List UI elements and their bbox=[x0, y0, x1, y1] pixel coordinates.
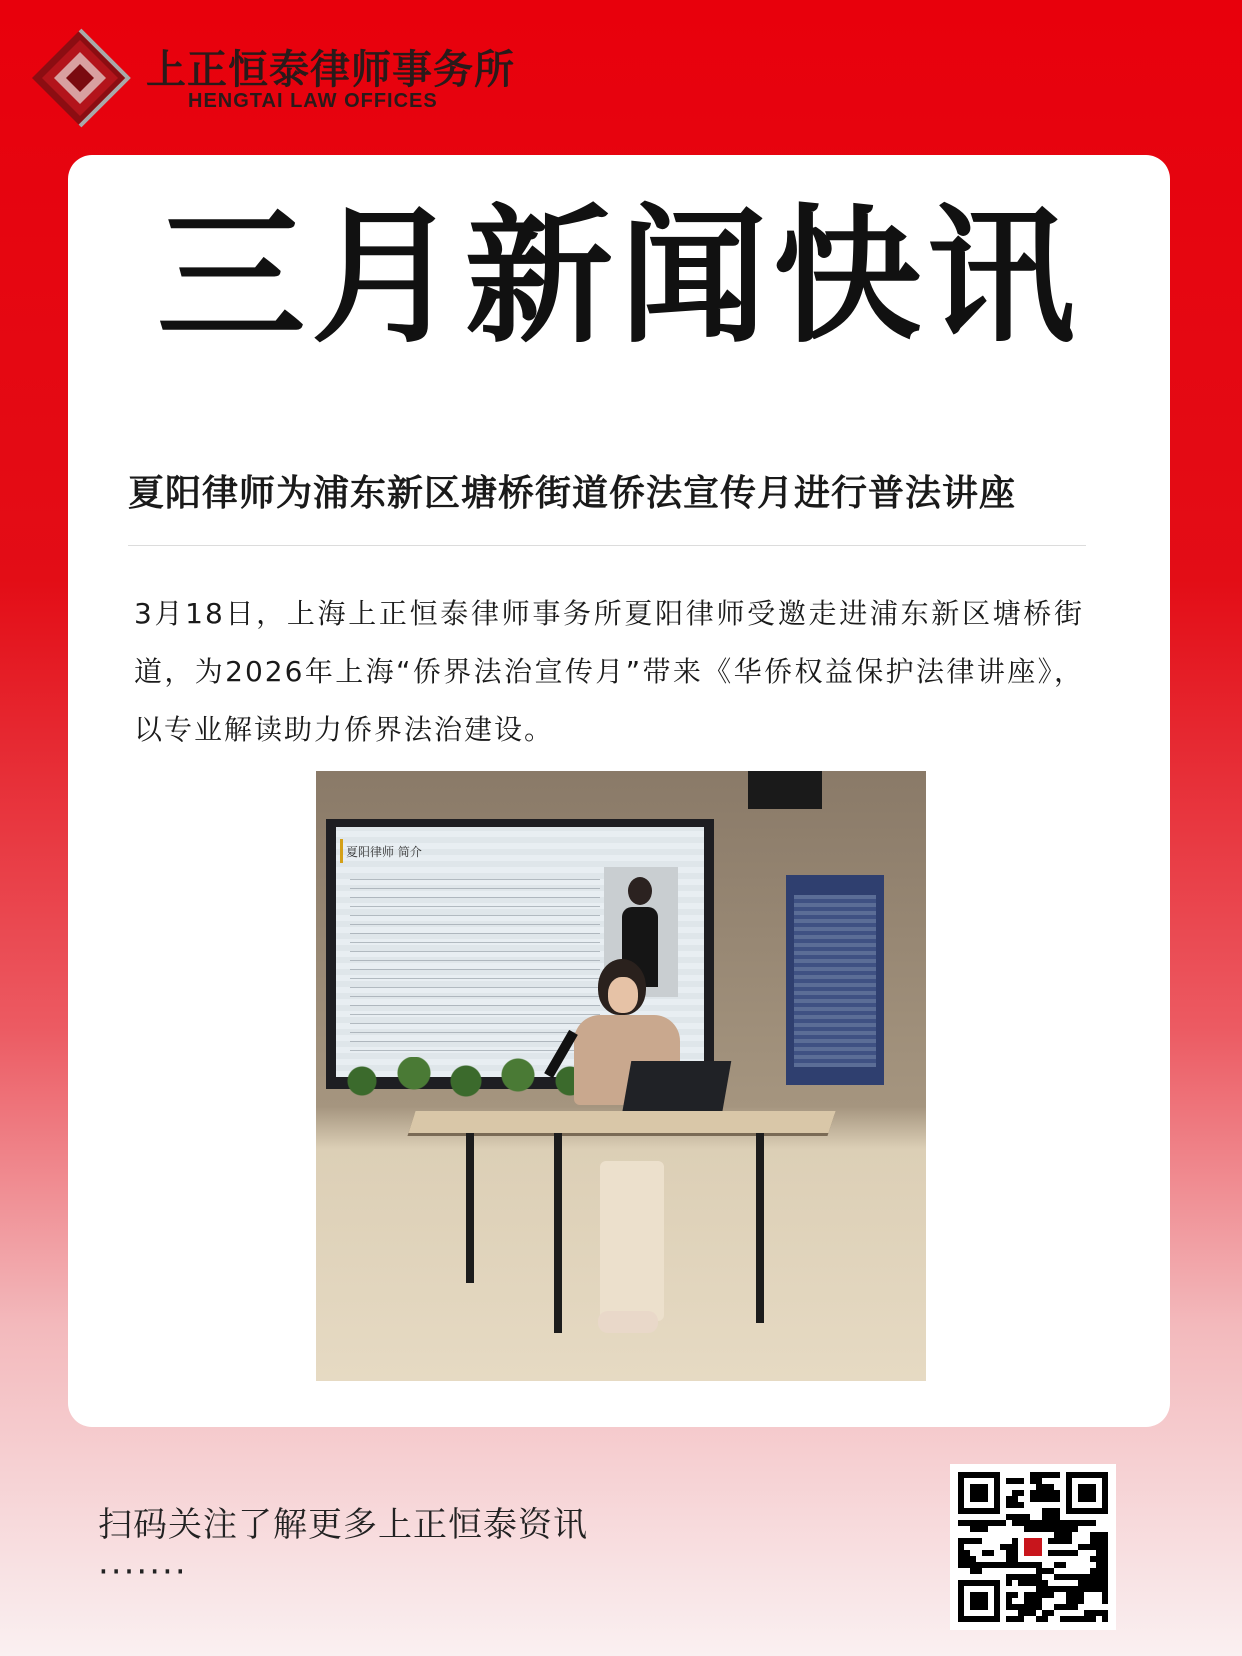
qr-code-icon[interactable] bbox=[950, 1464, 1116, 1630]
slide-title: 夏阳律师 简介 bbox=[346, 845, 422, 859]
desk-leg bbox=[554, 1133, 562, 1333]
desk-leg bbox=[466, 1133, 474, 1283]
desk bbox=[408, 1111, 835, 1133]
news-headline: 夏阳律师为浦东新区塘桥街道侨法宣传月进行普法讲座 bbox=[128, 473, 1017, 514]
page-title: 三月新闻快讯 bbox=[157, 191, 1081, 363]
speaker-shoes bbox=[598, 1311, 658, 1333]
brand-name-en: HENGTAI LAW OFFICES bbox=[188, 90, 438, 112]
ellipsis: ······· bbox=[98, 1552, 188, 1592]
brand-name-cn: 上正恒泰律师事务所 bbox=[146, 46, 515, 93]
speaker-face bbox=[608, 977, 638, 1013]
diamond-logo-icon bbox=[28, 26, 132, 130]
slide-text-lines bbox=[350, 879, 600, 1059]
event-photo bbox=[316, 771, 926, 1381]
slide-accent bbox=[340, 839, 343, 863]
speaker-legs bbox=[600, 1161, 664, 1321]
news-body: 3月18日，上海上正恒泰律师事务所夏阳律师受邀走进浦东新区塘桥街道，为2026年上海“侨界法治宣传月”带来《华侨权益保护法律讲座》，以专业解读助力侨界法治建设。 bbox=[134, 597, 1084, 746]
wall-speaker bbox=[748, 771, 822, 809]
qr-code-pattern bbox=[958, 1472, 1108, 1622]
news-card bbox=[68, 155, 1170, 1427]
banner-text bbox=[794, 895, 876, 1067]
header bbox=[28, 22, 528, 132]
follow-prompt: 扫码关注了解更多上正恒泰资讯 bbox=[98, 1505, 588, 1545]
desk-leg bbox=[756, 1133, 764, 1323]
divider bbox=[128, 545, 1086, 546]
